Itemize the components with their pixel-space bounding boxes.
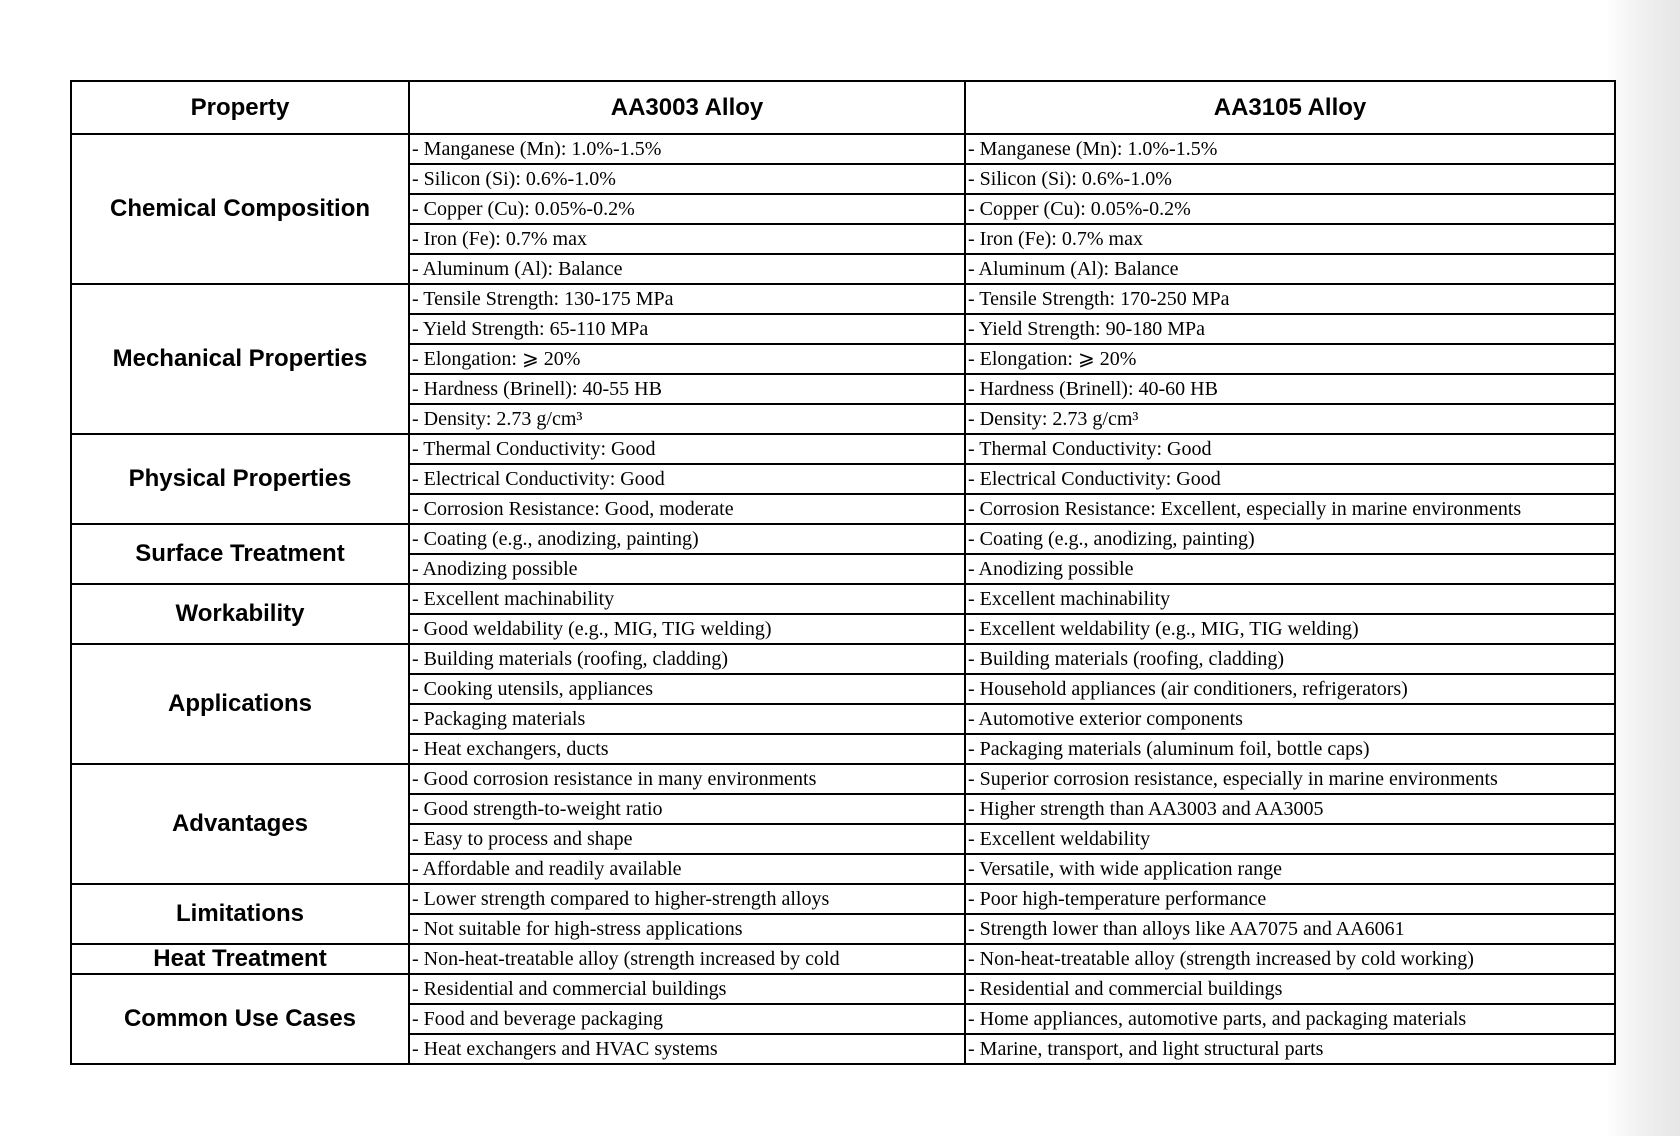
aa3105-value-cell: - Home appliances, automotive parts, and packaging materials [965, 1004, 1615, 1034]
aa3105-value-cell: - Marine, transport, and light structural parts [965, 1034, 1615, 1064]
aa3105-value-cell: - Household appliances (air conditioners, refrigerators) [965, 674, 1615, 704]
property-category-cell: Heat Treatment [71, 944, 409, 974]
header-row [71, 81, 1615, 134]
aa3105-value-cell: - Manganese (Mn): 1.0%-1.5% [965, 134, 1615, 164]
comparison-table-container [70, 80, 1614, 1065]
alloy-comparison-table [70, 80, 1616, 1065]
aa3105-value-cell: - Higher strength than AA3003 and AA3005 [965, 794, 1615, 824]
aa3003-value-cell: - Building materials (roofing, cladding) [409, 644, 965, 674]
property-category-cell: Applications [71, 644, 409, 764]
aa3003-value-cell: - Density: 2.73 g/cm³ [409, 404, 965, 434]
page-edge-shadow [1606, 0, 1680, 1136]
aa3003-value-cell: - Corrosion Resistance: Good, moderate [409, 494, 965, 524]
property-category-cell: Surface Treatment [71, 524, 409, 584]
aa3003-value-cell: - Cooking utensils, appliances [409, 674, 965, 704]
aa3105-value-cell: - Density: 2.73 g/cm³ [965, 404, 1615, 434]
aa3003-value-cell: - Yield Strength: 65-110 MPa [409, 314, 965, 344]
aa3003-value-cell: - Anodizing possible [409, 554, 965, 584]
header-property: Property [71, 81, 409, 134]
aa3003-value-cell: - Packaging materials [409, 704, 965, 734]
aa3105-value-cell: - Elongation: ⩾ 20% [965, 344, 1615, 374]
property-category-cell: Mechanical Properties [71, 284, 409, 434]
table-row [71, 884, 1615, 914]
table-row [71, 974, 1615, 1004]
header-alloy-a: AA3003 Alloy [409, 81, 965, 134]
aa3003-value-cell: - Iron (Fe): 0.7% max [409, 224, 965, 254]
aa3105-value-cell: - Excellent weldability [965, 824, 1615, 854]
header-alloy-b: AA3105 Alloy [965, 81, 1615, 134]
property-category-cell: Limitations [71, 884, 409, 944]
table-body [71, 134, 1615, 1064]
aa3105-value-cell: - Superior corrosion resistance, especially in marine environments [965, 764, 1615, 794]
aa3003-value-cell: - Lower strength compared to higher-strength alloys [409, 884, 965, 914]
aa3003-value-cell: - Copper (Cu): 0.05%-0.2% [409, 194, 965, 224]
aa3003-value-cell: - Good corrosion resistance in many environments [409, 764, 965, 794]
aa3105-value-cell: - Aluminum (Al): Balance [965, 254, 1615, 284]
aa3003-value-cell: - Good strength-to-weight ratio [409, 794, 965, 824]
aa3105-value-cell: - Excellent machinability [965, 584, 1615, 614]
aa3003-value-cell: - Non-heat-treatable alloy (strength increased by cold [409, 944, 965, 974]
aa3003-value-cell: - Thermal Conductivity: Good [409, 434, 965, 464]
aa3003-value-cell: - Electrical Conductivity: Good [409, 464, 965, 494]
aa3105-value-cell: - Building materials (roofing, cladding) [965, 644, 1615, 674]
aa3105-value-cell: - Corrosion Resistance: Excellent, especially in marine environments [965, 494, 1615, 524]
aa3003-value-cell: - Residential and commercial buildings [409, 974, 965, 1004]
table-row [71, 584, 1615, 614]
table-row [71, 524, 1615, 554]
table-row [71, 134, 1615, 164]
aa3105-value-cell: - Thermal Conductivity: Good [965, 434, 1615, 464]
table-row [71, 284, 1615, 314]
aa3003-value-cell: - Silicon (Si): 0.6%-1.0% [409, 164, 965, 194]
aa3003-value-cell: - Heat exchangers, ducts [409, 734, 965, 764]
table-row [71, 434, 1615, 464]
aa3105-value-cell: - Copper (Cu): 0.05%-0.2% [965, 194, 1615, 224]
aa3105-value-cell: - Anodizing possible [965, 554, 1615, 584]
aa3105-value-cell: - Poor high-temperature performance [965, 884, 1615, 914]
aa3105-value-cell: - Iron (Fe): 0.7% max [965, 224, 1615, 254]
aa3105-value-cell: - Strength lower than alloys like AA7075 and AA6061 [965, 914, 1615, 944]
aa3003-value-cell: - Not suitable for high-stress applications [409, 914, 965, 944]
table-header [71, 81, 1615, 134]
aa3003-value-cell: - Hardness (Brinell): 40-55 HB [409, 374, 965, 404]
property-category-cell: Common Use Cases [71, 974, 409, 1064]
aa3105-value-cell: - Tensile Strength: 170-250 MPa [965, 284, 1615, 314]
aa3105-value-cell: - Hardness (Brinell): 40-60 HB [965, 374, 1615, 404]
table-row [71, 644, 1615, 674]
property-category-cell: Physical Properties [71, 434, 409, 524]
aa3105-value-cell: - Yield Strength: 90-180 MPa [965, 314, 1615, 344]
aa3105-value-cell: - Silicon (Si): 0.6%-1.0% [965, 164, 1615, 194]
aa3105-value-cell: - Electrical Conductivity: Good [965, 464, 1615, 494]
aa3105-value-cell: - Coating (e.g., anodizing, painting) [965, 524, 1615, 554]
table-row [71, 944, 1615, 974]
aa3105-value-cell: - Non-heat-treatable alloy (strength increased by cold working) [965, 944, 1615, 974]
aa3003-value-cell: - Food and beverage packaging [409, 1004, 965, 1034]
aa3003-value-cell: - Aluminum (Al): Balance [409, 254, 965, 284]
property-category-cell: Advantages [71, 764, 409, 884]
aa3105-value-cell: - Versatile, with wide application range [965, 854, 1615, 884]
aa3003-value-cell: - Heat exchangers and HVAC systems [409, 1034, 965, 1064]
aa3003-value-cell: - Elongation: ⩾ 20% [409, 344, 965, 374]
aa3003-value-cell: - Easy to process and shape [409, 824, 965, 854]
aa3003-value-cell: - Coating (e.g., anodizing, painting) [409, 524, 965, 554]
property-category-cell: Chemical Composition [71, 134, 409, 284]
aa3105-value-cell: - Excellent weldability (e.g., MIG, TIG welding) [965, 614, 1615, 644]
aa3003-value-cell: - Manganese (Mn): 1.0%-1.5% [409, 134, 965, 164]
aa3003-value-cell: - Good weldability (e.g., MIG, TIG welding) [409, 614, 965, 644]
aa3105-value-cell: - Residential and commercial buildings [965, 974, 1615, 1004]
property-category-cell: Workability [71, 584, 409, 644]
aa3105-value-cell: - Automotive exterior components [965, 704, 1615, 734]
aa3003-value-cell: - Excellent machinability [409, 584, 965, 614]
table-row [71, 764, 1615, 794]
aa3105-value-cell: - Packaging materials (aluminum foil, bottle caps) [965, 734, 1615, 764]
aa3003-value-cell: - Affordable and readily available [409, 854, 965, 884]
aa3003-value-cell: - Tensile Strength: 130-175 MPa [409, 284, 965, 314]
